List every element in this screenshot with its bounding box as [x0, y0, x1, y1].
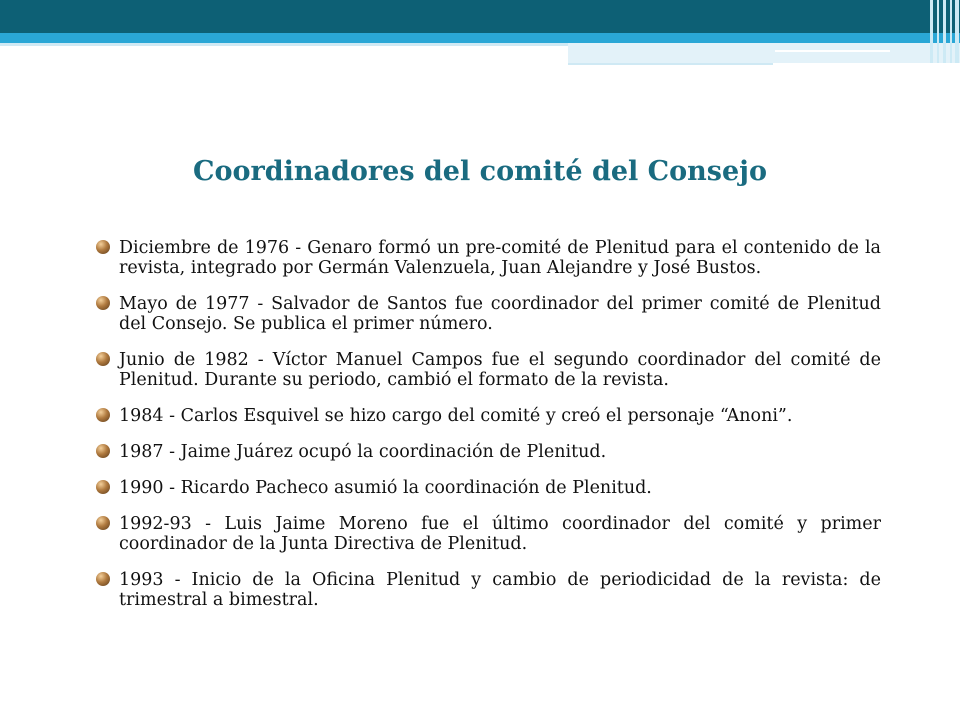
bullet-list: [96, 238, 881, 626]
header-bar-light: [568, 43, 960, 63]
list-item: [96, 350, 881, 390]
list-item: [96, 294, 881, 334]
bullet-icon: [96, 240, 110, 254]
header-underline: [568, 63, 773, 65]
header-bar-accent: [0, 33, 960, 43]
list-item-text: Diciembre de 1976 - Genaro formó un pre-comité de Plenitud para el contenido de la revista, integrado por Germán Valenzuela, Juan Alejandre y José Bustos.: [119, 238, 881, 278]
list-item-text: 1987 - Jaime Juárez ocupó la coordinación de Plenitud.: [119, 442, 607, 462]
list-item: [96, 442, 881, 462]
list-item-text: 1993 - Inicio de la Oficina Plenitud y cambio de periodicidad de la revista: de trimestral a bimestral.: [119, 570, 881, 610]
bullet-icon: [96, 408, 110, 422]
list-item-text: Mayo de 1977 - Salvador de Santos fue coordinador del primer comité de Plenitud del Consejo. Se publica el primer número.: [119, 294, 881, 334]
bullet-icon: [96, 480, 110, 494]
list-item: [96, 478, 881, 498]
list-item-text: 1992-93 - Luis Jaime Moreno fue el último coordinador del comité y primer coordinador de la Junta Directiva de Plenitud.: [119, 514, 881, 554]
list-item-text: 1984 - Carlos Esquivel se hizo cargo del comité y creó el personaje “Anoni”.: [119, 406, 793, 426]
bullet-icon: [96, 516, 110, 530]
list-item-text: 1990 - Ricardo Pacheco asumió la coordinación de Plenitud.: [119, 478, 652, 498]
header-bar-dark: [0, 0, 960, 33]
slide-title: Coordinadores del comité del Consejo: [193, 156, 767, 187]
bullet-icon: [96, 296, 110, 310]
list-item: [96, 238, 881, 278]
bullet-icon: [96, 444, 110, 458]
header-stripes: [928, 0, 960, 63]
header-bar-shadow: [0, 43, 568, 46]
bullet-icon: [96, 352, 110, 366]
list-item: [96, 570, 881, 610]
list-item: [96, 514, 881, 554]
bullet-icon: [96, 572, 110, 586]
list-item-text: Junio de 1982 - Víctor Manuel Campos fue el segundo coordinador del comité de Plenitud. Durante su periodo, cambió el formato de la revista.: [119, 350, 881, 390]
list-item: [96, 406, 881, 426]
header-highlight-line: [775, 50, 890, 52]
